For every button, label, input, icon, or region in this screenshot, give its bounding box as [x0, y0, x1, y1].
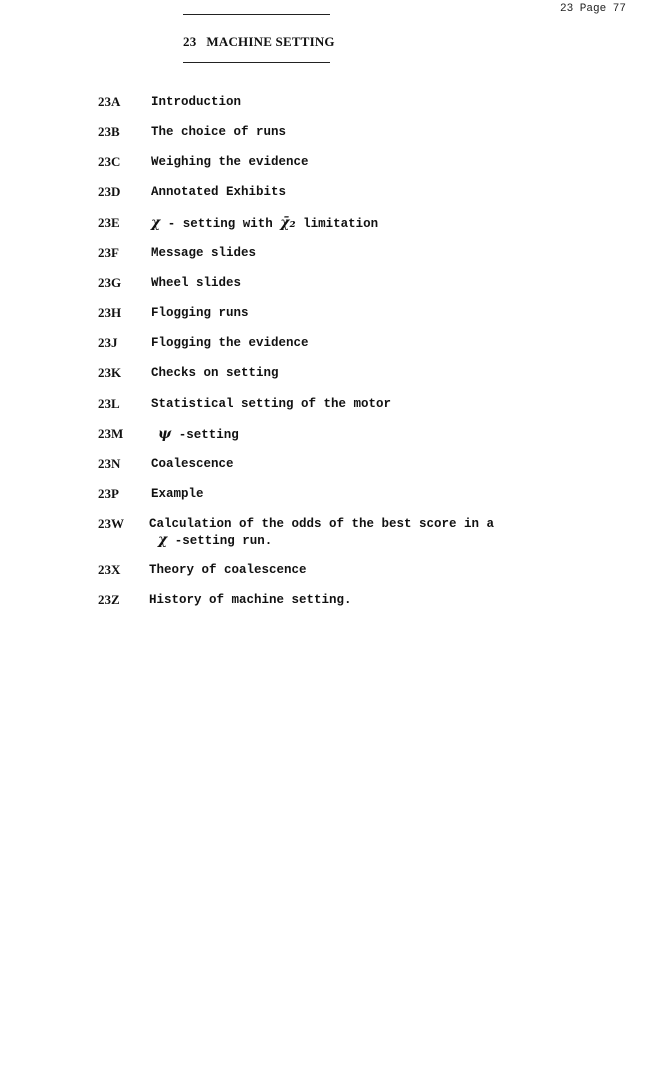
psi-symbol: ψ — [158, 426, 172, 442]
section-title — [183, 34, 335, 50]
entry-title: History of machine setting. — [149, 593, 352, 607]
chi-symbol: χ — [158, 532, 168, 548]
entry-code: 23A — [98, 94, 121, 109]
entry-title: Checks on setting — [151, 366, 279, 380]
entry-title: Coalescence — [151, 457, 234, 471]
entry-code: 23K — [98, 365, 122, 380]
entry-title-part: - setting with — [160, 217, 281, 231]
entry-code: 23E — [98, 215, 120, 230]
entry-title: Calculation of the odds of the best score in a — [149, 517, 495, 531]
entry-code: 23W — [98, 516, 124, 531]
entry-code: 23C — [98, 154, 121, 169]
entry-code: 23X — [98, 562, 121, 577]
entry-code: 23P — [98, 486, 119, 501]
entry-title: Flogging runs — [151, 306, 249, 320]
entry-title: Example — [151, 487, 204, 501]
entry-code: 23G — [98, 275, 122, 290]
entry-title: Flogging the evidence — [151, 336, 309, 350]
section-title-text: MACHINE SETTING — [206, 34, 335, 49]
entry-title-part: -setting — [171, 428, 239, 442]
page-label: 23 Page 77 — [559, 3, 626, 15]
entry-code: 23J — [98, 335, 118, 350]
entry-title: Annotated Exhibits — [151, 185, 287, 199]
entry-code: 23F — [98, 245, 119, 260]
entry-code: 23N — [98, 456, 121, 471]
section-number: 23 — [183, 34, 197, 49]
chi-bar-2-symbol: χ̄₂ — [280, 215, 296, 231]
entry-title — [151, 215, 571, 232]
entry-code: 23Z — [98, 592, 120, 607]
entry-code: 23M — [98, 426, 124, 441]
entry-title: The choice of runs — [151, 125, 287, 139]
entry-title-continuation — [158, 532, 578, 549]
entry-code: 23H — [98, 305, 122, 320]
entry-code: 23L — [98, 396, 120, 411]
entry-title — [158, 426, 578, 443]
entry-code: 23D — [98, 184, 121, 199]
entry-title-part: limitation — [295, 217, 379, 231]
top-rule — [183, 14, 330, 15]
entry-title: Theory of coalescence — [149, 563, 307, 577]
entry-title: Message slides — [151, 246, 257, 260]
entry-code: 23B — [98, 124, 120, 139]
entry-title: Introduction — [151, 95, 242, 109]
entry-title: Statistical setting of the motor — [151, 397, 392, 411]
chi-symbol: χ — [151, 215, 161, 231]
entry-title-part: -setting run. — [167, 534, 273, 548]
entry-title: Weighing the evidence — [151, 155, 309, 169]
bottom-rule — [183, 62, 330, 63]
entry-title: Wheel slides — [151, 276, 242, 290]
